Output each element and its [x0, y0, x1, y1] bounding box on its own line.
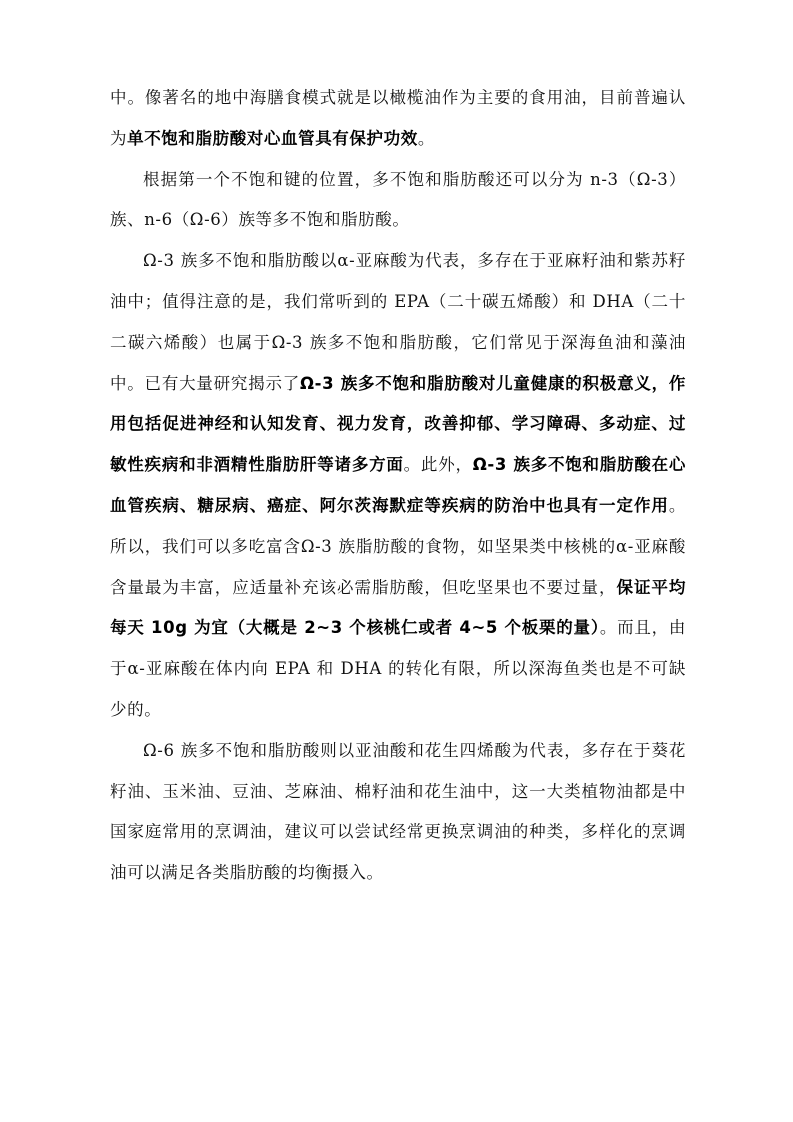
emphasized-text: Ω-3 族多不饱和脂肪酸对儿童健康的积极意义，作用包括促进神经和认知发育、视力发育，改善抑郁、学习障碍、多动症、过敏性疾病和非酒精性脂肪肝等诸多方面 — [110, 373, 686, 475]
paragraph-monounsaturated — [110, 78, 686, 160]
body-text: 。 — [417, 128, 435, 148]
paragraph-omega-3 — [110, 241, 686, 731]
emphasized-text: Ω-3 族多不饱和脂肪酸在心血管疾病、糖尿病、癌症、阿尔茨海默症等疾病的防治中也具有一定作用 — [110, 455, 687, 515]
paragraph-omega-6 — [110, 731, 686, 894]
body-text: 中。像著名的地中海膳食模式就是以橄榄油作为主要的食用油，目前普遍认为 — [110, 88, 686, 148]
body-text: 。此外， — [403, 455, 473, 475]
body-text: 根据第一个不饱和键的位置，多不饱和脂肪酸还可以分为 n-3（Ω-3）族、n-6（Ω-6）族等多不饱和脂肪酸。 — [110, 169, 686, 230]
emphasized-text: 保证平均每天 10g 为宜（大概是 2~3 个核桃仁或者 4~5 个板栗的量） — [110, 577, 686, 638]
document-body — [110, 78, 686, 894]
emphasized-text: 单不饱和脂肪酸对心血管具有保护功效 — [127, 128, 418, 148]
body-text: Ω-6 族多不饱和脂肪酸则以亚油酸和花生四烯酸为代表，多存在于葵花籽油、玉米油、豆油、芝麻油、棉籽油和花生油中，这一大类植物油都是中国家庭常用的烹调油，建议可以尝试经常更换烹调油的种类，多样化的烹调油可以满足各类脂肪酸的均衡摄入。 — [110, 740, 686, 883]
paragraph-classification — [110, 160, 686, 242]
body-text: 。所以，我们可以多吃富含Ω-3 族脂肪酸的食物，如坚果类中核桃的α-亚麻酸含量最为丰富，应适量补充该必需脂肪酸，但吃坚果也不要过量， — [110, 495, 686, 597]
body-text: Ω-3 族多不饱和脂肪酸以α-亚麻酸为代表，多存在于亚麻籽油和紫苏籽油中；值得注意的是，我们常听到的 EPA（二十碳五烯酸）和 DHA（二十二碳六烯酸）也属于Ω-3 族多不饱和脂肪酸，它们常见于深海鱼油和藻油中。已有大量研究揭示了 — [110, 251, 686, 393]
body-text: 。而且，由于α-亚麻酸在体内向 EPA 和 DHA 的转化有限，所以深海鱼类也是不可缺少的。 — [110, 618, 687, 719]
